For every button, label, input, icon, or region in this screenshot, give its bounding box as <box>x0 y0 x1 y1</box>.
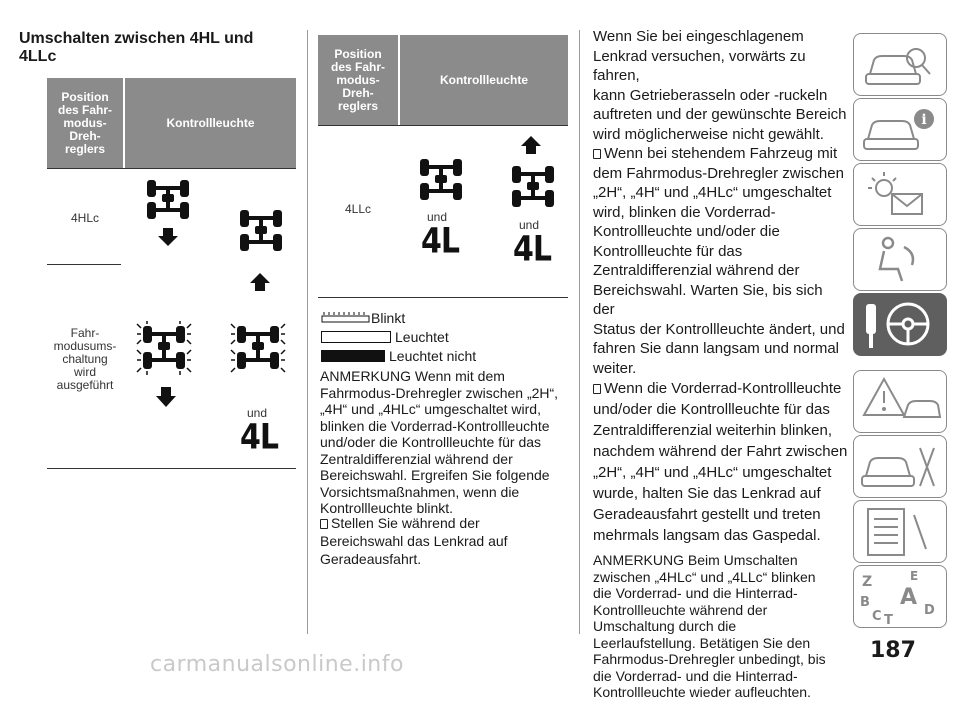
warning-lights-icon <box>854 164 946 224</box>
svg-text:D: D <box>924 603 935 618</box>
rear-axle-drive-icon <box>236 208 286 258</box>
tab-warning-triangle[interactable] <box>853 370 947 433</box>
warning-triangle-car-icon <box>854 371 946 431</box>
tab-car-service[interactable] <box>853 435 947 498</box>
blinking-swatch-icon <box>321 311 371 325</box>
header-line: des Fahr- <box>57 102 112 117</box>
rear-axle-blinking-icon <box>228 320 288 382</box>
text-line: Kontrollleuchte wieder aufleuchten. <box>593 684 811 700</box>
text-line: Zentraldifferenzial während der <box>320 450 513 467</box>
bullet-icon <box>593 384 601 394</box>
label-line: wird <box>73 365 96 379</box>
bullet-paragraph <box>320 514 582 568</box>
text-line: Bereichswahl. Warten Sie, bis sich der <box>593 281 823 318</box>
text-line: Wenn bei stehendem Fahrzeug mit <box>604 145 838 162</box>
text-line: dem Fahrmodus-Drehregler zwischen <box>593 164 844 182</box>
text-line: wird möglicherweise nicht gewählt. <box>593 125 824 143</box>
text-line: Fahrmodus-Drehregler zwischen „2H“, <box>320 384 559 401</box>
table1-header-rule <box>47 168 296 169</box>
text-line: Lenkrad versuchen, vorwärts zu fahren, <box>593 47 806 84</box>
note-paragraph <box>320 368 582 517</box>
text-line: zwischen „4HLc“ und „4LLc“ blinken <box>593 568 816 585</box>
text-line: kann Getrieberasseln oder -ruckeln <box>593 86 828 104</box>
legend-label: Leuchtet <box>395 329 449 345</box>
airbag-seat-icon <box>854 229 946 289</box>
tab-index[interactable] <box>853 565 947 628</box>
svg-text:C: C <box>872 609 882 624</box>
table2-header-rule <box>318 125 568 126</box>
text-line: Kontrollleuchte blinkt. <box>320 500 454 516</box>
text-line: Stellen Sie während der <box>331 515 480 531</box>
checklist-icon <box>854 501 946 561</box>
index-letters-icon <box>854 566 946 626</box>
legend-blinkt <box>321 310 405 326</box>
rear-axle-icon <box>508 164 558 214</box>
text-line: „2H“, „4H“ und „4HLc“ umgeschaltet <box>593 464 832 481</box>
label-line: ausgeführt <box>56 378 114 392</box>
4l-lamp-icon: 4L <box>240 417 278 458</box>
front-axle-icon <box>416 157 466 207</box>
4l-lamp-icon: 4L <box>513 229 551 270</box>
svg-text:B: B <box>860 595 870 610</box>
text-line: weiter. <box>593 359 637 377</box>
text-line: Zentraldifferenzial weiterhin blinken, <box>593 422 833 439</box>
column-divider <box>307 30 308 634</box>
header-line: des Fahr- <box>330 59 385 74</box>
legend-label: Blinkt <box>371 310 406 326</box>
table2-header-lamp: Kontrollleuchte <box>400 35 568 125</box>
text-line: Umschaltung durch die <box>593 618 737 634</box>
column-divider <box>579 30 580 634</box>
header-line: modus- <box>336 72 380 87</box>
text-line: Kontrollleuchte während der <box>593 601 768 618</box>
tab-checklist[interactable] <box>853 500 947 563</box>
text-line: blinken die Vorderrad-Kontrollleuchte <box>320 417 550 434</box>
tab-airbag-seat[interactable] <box>853 228 947 291</box>
table2-header-position <box>318 35 398 125</box>
und-label: und <box>519 218 540 232</box>
text-line: Fahrmodus-Drehregler unbedingt, bis <box>593 651 826 667</box>
lit-swatch-icon <box>321 331 391 343</box>
text-line: Kontrollleuchte und/oder die <box>593 223 780 240</box>
text-line: fahren Sie dann langsam und normal <box>593 340 839 357</box>
car-info-icon <box>854 99 946 159</box>
text-line: Wenn Sie bei eingeschlagenem <box>593 28 804 45</box>
table1-row-divider <box>47 264 121 265</box>
tab-steering-wheel-key[interactable] <box>853 293 947 356</box>
arrow-down-icon <box>155 386 177 408</box>
text-line: mehrmals langsam das Gaspedal. <box>593 527 821 544</box>
text-line: die Vorderrad- und die Hinterrad- <box>593 667 798 684</box>
und-label: und <box>427 210 448 224</box>
svg-text:E: E <box>910 569 919 583</box>
svg-text:i: i <box>921 112 927 128</box>
page-number: 187 <box>870 638 916 663</box>
header-line: Dreh- <box>69 128 101 143</box>
header-line: Position <box>61 89 109 104</box>
steering-wheel-key-icon <box>854 294 946 354</box>
front-axle-drive-icon <box>143 178 193 250</box>
svg-text:A: A <box>900 585 918 610</box>
table1-header-position <box>47 78 123 168</box>
text-line: ANMERKUNG Beim Umschalten <box>593 552 798 568</box>
table2-row1-label: 4LLc <box>344 202 372 216</box>
legend-label: Leuchtet nicht <box>389 348 477 364</box>
text-line: Wenn die Vorderrad-Kontrollleuchte <box>604 380 842 397</box>
text-line: „4H“ und „4HLc“ umgeschaltet wird, <box>320 401 541 417</box>
text-line: Geradeausfahrt. <box>320 551 422 567</box>
svg-text:Z: Z <box>862 574 873 590</box>
text-line: Leerlaufstellung. Betätigen Sie den <box>593 634 811 651</box>
text-line: Vorsichtsmaßnahmen, wenn die <box>320 483 520 500</box>
table1-row1-label: 4HLc <box>70 211 99 225</box>
label-line: Fahr- <box>70 326 100 340</box>
table1-row2-label <box>45 327 125 392</box>
car-service-icon <box>854 436 946 496</box>
header-line: reglers <box>337 98 378 113</box>
table2-bottom-rule <box>318 297 568 298</box>
text-line: wurde, halten Sie das Lenkrad auf <box>593 485 821 502</box>
tab-car-search[interactable] <box>853 33 947 96</box>
header-line: modus- <box>63 115 107 130</box>
header-line: Dreh- <box>342 85 374 100</box>
arrow-up-icon <box>520 135 542 155</box>
car-search-icon <box>854 34 946 94</box>
table1-header-lamp: Kontrollleuchte <box>125 78 296 168</box>
section-heading: Umschalten zwischen 4HL und 4LLc <box>19 30 254 65</box>
text-line: Geradeausfahrt gestellt und treten <box>593 506 821 523</box>
unlit-swatch-icon <box>321 350 385 362</box>
text-line: „2H“, „4H“ und „4HLc“ umgeschaltet <box>593 184 832 201</box>
label-line: modusums- <box>53 339 117 353</box>
4l-lamp-icon: 4L <box>421 221 459 262</box>
text-line: Bereichswahl. Ergreifen Sie folgende <box>320 467 550 483</box>
text-line: die Vorderrad- und die Hinterrad- <box>593 585 798 601</box>
text-line: und/oder die Kontrollleuchte für das <box>593 401 830 418</box>
front-axle-blinking-icon <box>134 320 194 382</box>
svg-text:T: T <box>884 613 893 626</box>
tab-warning-lights[interactable] <box>853 163 947 226</box>
text-line: ANMERKUNG Wenn mit dem <box>320 368 505 384</box>
header-line: reglers <box>64 141 105 156</box>
text-line: Kontrollleuchte für das <box>593 242 743 260</box>
tab-car-info[interactable] <box>853 98 947 161</box>
header-line: Position <box>334 46 382 61</box>
text-line: und/oder die Kontrollleuchte für das <box>320 434 542 450</box>
text-line: auftreten und der gewünschte Bereich <box>593 106 847 123</box>
text-line: nachdem während der Fahrt zwischen <box>593 443 848 460</box>
text-line: wird, blinken die Vorderrad- <box>593 203 776 221</box>
und-label: und <box>247 406 268 420</box>
label-line: chaltung <box>62 352 108 366</box>
table1-bottom-rule <box>47 468 296 469</box>
text-column-3 <box>593 27 848 701</box>
watermark: carmanualsonline.info <box>150 652 404 677</box>
bullet-icon <box>593 149 601 159</box>
text-line: Zentraldifferenzial während der <box>593 262 800 279</box>
text-line: Bereichswahl das Lenkrad auf <box>320 533 508 549</box>
arrow-up-icon <box>249 272 271 292</box>
bullet-icon <box>320 519 328 529</box>
legend-leuchtet-nicht <box>321 348 476 364</box>
legend-leuchtet <box>321 329 449 345</box>
text-line: Status der Kontrollleuchte ändert, und <box>593 320 845 338</box>
